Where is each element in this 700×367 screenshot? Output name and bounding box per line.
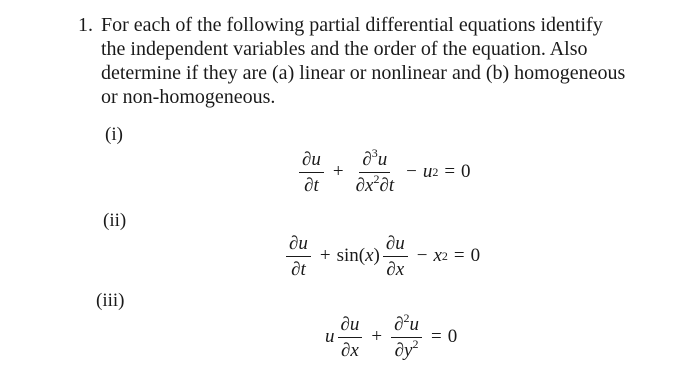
numerator: ∂u [383,234,408,257]
exponent: 2 [373,171,380,186]
rhs-zero: 0 [470,245,481,266]
partial-t: ∂t [379,174,395,196]
fraction-du-dt [286,234,311,279]
plus-operator: + [371,326,383,347]
part-label-iii: (iii) [96,290,125,311]
equals-sign: = [444,161,456,182]
numerator: ∂u [299,150,324,173]
exponent: 2 [403,310,410,325]
question-text-line-2: the independent variables and the order of the equation. Also [101,38,588,60]
equation-iii [325,310,458,361]
plus-operator: + [319,245,331,266]
partial-symbol: ∂ [394,313,404,335]
numerator [391,310,422,338]
exponent: 3 [371,145,378,160]
denominator [392,338,422,360]
denominator: ∂x [341,339,359,361]
equation-i: $\frac{\partial u}{\partial t}$ + $\frac{\partial^3u}{\partial x^2\partial t}$ − u 2 = 0 [296,148,471,196]
equation-ii: $\frac{\partial u}{\partial t}$ + sin( x ) $\frac{\partial u}{\partial x}$ − x 2 = 0 [283,232,480,280]
fraction-du-dx [338,315,363,360]
u-coefficient: u [325,326,335,347]
x-term: x [433,245,442,266]
equals-sign: = [431,326,442,347]
u-term: u [422,161,433,182]
fraction-du-dt [299,150,324,195]
sin-argument: x [365,245,374,266]
fraction-d3u-dx2dt [353,145,398,196]
plus-operator: + [332,161,344,182]
part-label-ii: (ii) [103,210,127,231]
rhs-zero: 0 [461,161,471,182]
denominator: ∂t [291,258,306,280]
exponent: 2 [412,336,419,351]
question-text-line-4: or non-homogeneous. [101,86,276,108]
sin-function: sin( [336,245,366,266]
numerator: ∂u [338,315,363,338]
denominator [353,173,398,195]
partial-y: ∂y [394,339,413,361]
minus-operator: − [416,245,428,266]
equals-sign: = [453,245,465,266]
variable: u [377,148,388,170]
partial-symbol: ∂ [362,148,372,170]
numerator: ∂u [286,234,311,257]
question-text-line-3: determine if they are (a) linear or nonlinear and (b) homogeneous [101,62,626,84]
fraction-du-dx [383,234,408,279]
fraction-d2u-dy2 [391,310,422,361]
denominator: ∂x [386,258,405,280]
numerator [359,145,390,173]
question-number: 1. [78,14,93,36]
minus-operator: − [406,161,417,182]
question-text-line-1: For each of the following partial differential equations identify [101,14,603,36]
denominator: ∂t [304,174,319,196]
part-label-i: (i) [105,124,123,145]
rhs-zero: 0 [447,326,458,347]
sin-close: ) [373,245,380,266]
partial-x: ∂x [355,174,374,196]
variable: u [409,313,419,335]
